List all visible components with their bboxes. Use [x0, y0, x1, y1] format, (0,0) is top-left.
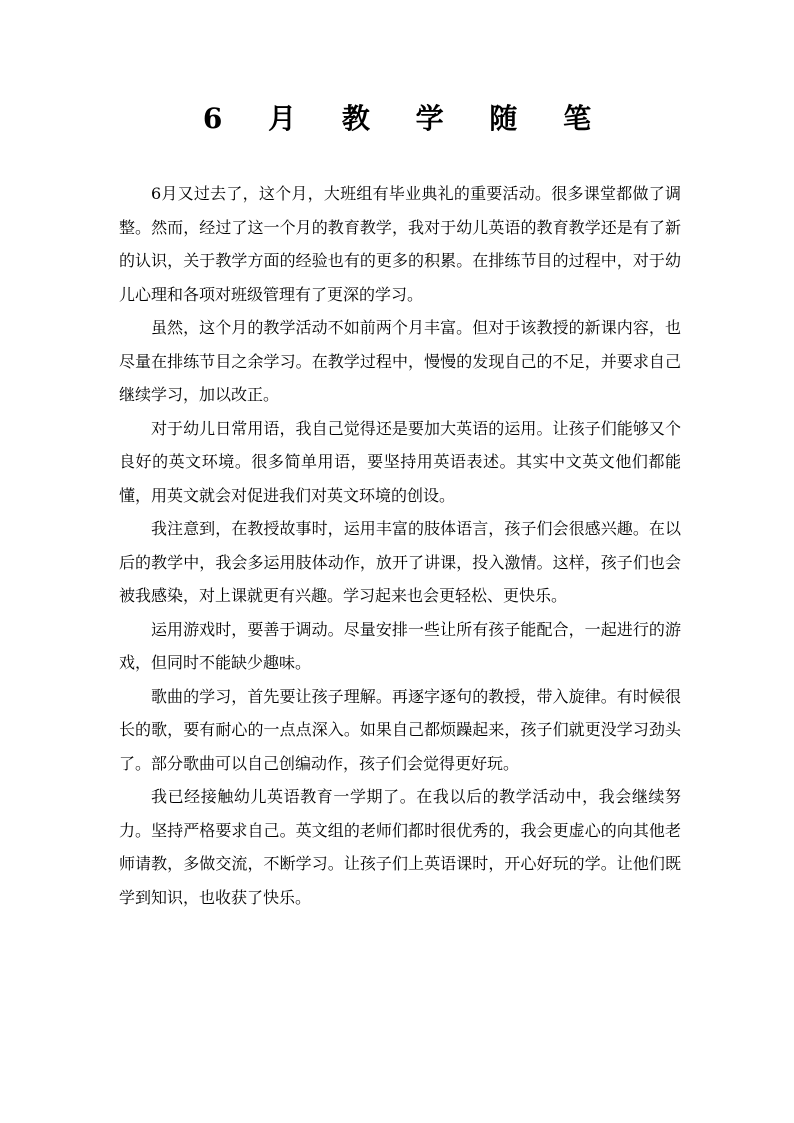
document-body: [119, 177, 681, 914]
paragraph-5: 运用游戏时，要善于调动。尽量安排一些让所有孩子能配合，一起进行的游戏，但同时不能缺少趣味。: [119, 619, 681, 672]
paragraph-4: 我注意到，在教授故事时，运用丰富的肢体语言，孩子们会很感兴趣。在以后的教学中，我会多运用肢体动作，放开了讲课，投入激情。这样，孩子们也会被我感染，对上课就更有兴趣。学习起来也会更轻松、更快乐。: [119, 519, 681, 605]
paragraph-3: 对于幼儿日常用语，我自己觉得还是要加大英语的运用。让孩子们能够又个良好的英文环境。很多简单用语，要坚持用英语表述。其实中文英文他们都能懂，用英文就会对促进我们对英文环境的创设。: [119, 418, 681, 505]
paragraph-2: 虽然，这个月的教学活动不如前两个月丰富。但对于该教授的新课内容，也尽量在排练节目之余学习。在教学过程中，慢慢的发现自己的不足，并要求自己继续学习，加以改正。: [119, 318, 681, 404]
paragraph-1: 6月又过去了，这个月，大班组有毕业典礼的重要活动。很多课堂都做了调整。然而，经过了这一个月的教育教学，我对于幼儿英语的教育教学还是有了新的认识，关于教学方面的经验也有的更多的积累。在排练节目的过程中，对于幼儿心理和各项对班级管理有了更深的学习。: [119, 184, 681, 304]
paragraph-6: 歌曲的学习，首先要让孩子理解。再逐字逐句的教授，带入旋律。有时候很长的歌，要有耐心的一点点深入。如果自己都烦躁起来，孩子们就更没学习劲头了。部分歌曲可以自己创编动作，孩子们会觉得更好玩。: [119, 686, 681, 773]
paragraph-7: 我已经接触幼儿英语教育一学期了。在我以后的教学活动中，我会继续努力。坚持严格要求自己。英文组的老师们都时很优秀的，我会更虚心的向其他老师请教，多做交流，不断学习。让孩子们上英语课时，开心好玩的学。让他们既学到知识，也收获了快乐。: [119, 787, 681, 907]
page-title: 6 月 教 学 随 笔: [202, 102, 610, 135]
